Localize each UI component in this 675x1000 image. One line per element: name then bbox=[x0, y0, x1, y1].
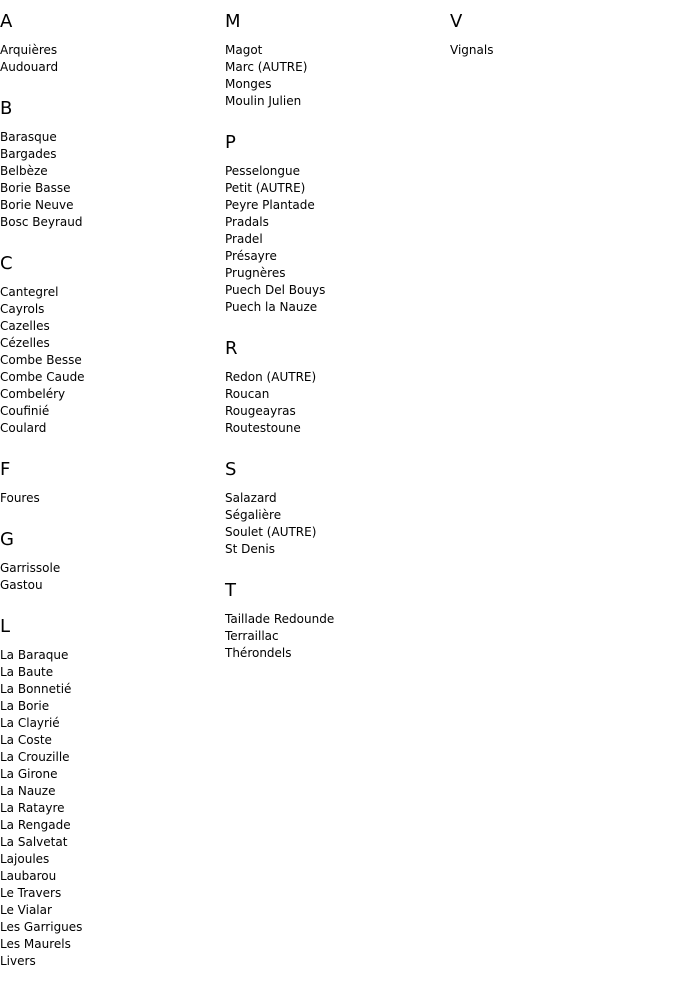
place-link[interactable]: Borie Basse bbox=[0, 181, 71, 195]
place-link[interactable]: Puech la Nauze bbox=[225, 300, 318, 314]
place-link[interactable]: Salazard bbox=[225, 491, 277, 505]
place-link[interactable]: Puech Del Bouys bbox=[225, 283, 326, 297]
place-link[interactable]: Cézelles bbox=[0, 336, 50, 350]
letter-heading: A bbox=[0, 11, 13, 32]
place-link[interactable]: Bargades bbox=[0, 147, 57, 161]
letter-heading: P bbox=[225, 132, 236, 153]
place-link[interactable]: Combe Besse bbox=[0, 353, 82, 367]
place-link[interactable]: Arquières bbox=[0, 43, 58, 57]
place-link[interactable]: Les Garrigues bbox=[0, 920, 83, 934]
place-link[interactable]: Combe Caude bbox=[0, 370, 85, 384]
place-link[interactable]: Pradel bbox=[225, 232, 263, 246]
place-link[interactable]: Roucan bbox=[225, 387, 270, 401]
place-list bbox=[0, 647, 225, 970]
place-link[interactable]: Foures bbox=[0, 491, 40, 505]
place-link[interactable]: Belbèze bbox=[0, 164, 48, 178]
place-link[interactable]: Pesselongue bbox=[225, 164, 300, 178]
place-link[interactable]: Coufinié bbox=[0, 404, 50, 418]
place-link[interactable]: Magot bbox=[225, 43, 263, 57]
place-link[interactable]: Lajoules bbox=[0, 852, 50, 866]
place-link[interactable]: Gastou bbox=[0, 578, 43, 592]
letter-section-m bbox=[225, 12, 450, 110]
place-link[interactable]: Soulet (AUTRE) bbox=[225, 525, 317, 539]
place-list bbox=[0, 129, 225, 231]
place-link[interactable]: Les Maurels bbox=[0, 937, 71, 951]
letter-section-b bbox=[0, 99, 225, 231]
place-link[interactable]: Thérondels bbox=[225, 646, 292, 660]
place-link[interactable]: Le Vialar bbox=[0, 903, 52, 917]
place-link[interactable]: La Clayrié bbox=[0, 716, 60, 730]
place-link[interactable]: La Ratayre bbox=[0, 801, 65, 815]
place-link[interactable]: Cantegrel bbox=[0, 285, 59, 299]
place-link[interactable]: Monges bbox=[225, 77, 272, 91]
letter-section-p bbox=[225, 133, 450, 316]
place-link[interactable]: Cazelles bbox=[0, 319, 50, 333]
place-link[interactable]: La Coste bbox=[0, 733, 52, 747]
place-link[interactable]: La Crouzille bbox=[0, 750, 70, 764]
place-link[interactable]: Présayre bbox=[225, 249, 277, 263]
place-list bbox=[225, 42, 450, 110]
letter-section-g bbox=[0, 530, 225, 594]
place-link[interactable]: Vignals bbox=[450, 43, 494, 57]
place-link[interactable]: Marc (AUTRE) bbox=[225, 60, 308, 74]
place-link[interactable]: Ségalière bbox=[225, 508, 282, 522]
place-link[interactable]: La Salvetat bbox=[0, 835, 68, 849]
place-link[interactable]: Redon (AUTRE) bbox=[225, 370, 317, 384]
place-link[interactable]: La Borie bbox=[0, 699, 50, 713]
letter-section-s bbox=[225, 460, 450, 558]
place-list bbox=[450, 42, 675, 59]
place-link[interactable]: Pradals bbox=[225, 215, 269, 229]
place-link[interactable]: Coulard bbox=[0, 421, 47, 435]
place-link[interactable]: Cayrols bbox=[0, 302, 45, 316]
letter-heading: F bbox=[0, 459, 11, 480]
place-link[interactable]: La Baute bbox=[0, 665, 54, 679]
place-list bbox=[0, 560, 225, 594]
place-list bbox=[0, 490, 225, 507]
letter-heading: M bbox=[225, 11, 241, 32]
letter-section-l bbox=[0, 617, 225, 970]
place-link[interactable]: La Rengade bbox=[0, 818, 71, 832]
letter-section-t bbox=[225, 581, 450, 662]
letter-section-a bbox=[0, 12, 225, 76]
letter-heading: L bbox=[0, 616, 11, 637]
letter-heading: G bbox=[0, 529, 14, 550]
place-list bbox=[0, 42, 225, 76]
place-link[interactable]: Peyre Plantade bbox=[225, 198, 315, 212]
place-link[interactable]: Livers bbox=[0, 954, 36, 968]
letter-section-f bbox=[0, 460, 225, 507]
place-link[interactable]: Borie Neuve bbox=[0, 198, 74, 212]
letter-heading: V bbox=[450, 11, 463, 32]
letter-heading: B bbox=[0, 98, 13, 119]
letter-heading: S bbox=[225, 459, 237, 480]
letter-section-c bbox=[0, 254, 225, 437]
place-link[interactable]: Bosc Beyraud bbox=[0, 215, 83, 229]
letter-heading: T bbox=[225, 580, 236, 601]
letter-section-r bbox=[225, 339, 450, 437]
index-column-1 bbox=[0, 0, 225, 970]
place-link[interactable]: Garrissole bbox=[0, 561, 61, 575]
index-column-3 bbox=[450, 0, 675, 59]
letter-heading: C bbox=[0, 253, 13, 274]
place-list bbox=[225, 163, 450, 316]
place-link[interactable]: Barasque bbox=[0, 130, 57, 144]
place-link[interactable]: La Baraque bbox=[0, 648, 69, 662]
place-list bbox=[225, 490, 450, 558]
place-link[interactable]: Terraillac bbox=[225, 629, 279, 643]
place-link[interactable]: Laubarou bbox=[0, 869, 57, 883]
place-list bbox=[225, 369, 450, 437]
place-link[interactable]: La Girone bbox=[0, 767, 58, 781]
place-link[interactable]: Petit (AUTRE) bbox=[225, 181, 306, 195]
place-link[interactable]: Prugnères bbox=[225, 266, 286, 280]
place-link[interactable]: Combeléry bbox=[0, 387, 66, 401]
place-link[interactable]: Moulin Julien bbox=[225, 94, 302, 108]
place-link[interactable]: St Denis bbox=[225, 542, 275, 556]
letter-heading: R bbox=[225, 338, 238, 359]
place-link[interactable]: Audouard bbox=[0, 60, 59, 74]
place-list bbox=[225, 611, 450, 662]
place-link[interactable]: Rougeayras bbox=[225, 404, 296, 418]
index-column-2 bbox=[225, 0, 450, 662]
place-list bbox=[0, 284, 225, 437]
letter-section-v bbox=[450, 12, 675, 59]
place-link[interactable]: La Nauze bbox=[0, 784, 56, 798]
place-link[interactable]: Taillade Redounde bbox=[225, 612, 335, 626]
place-link[interactable]: Le Travers bbox=[0, 886, 62, 900]
place-link[interactable]: Routestoune bbox=[225, 421, 301, 435]
place-link[interactable]: La Bonnetié bbox=[0, 682, 72, 696]
